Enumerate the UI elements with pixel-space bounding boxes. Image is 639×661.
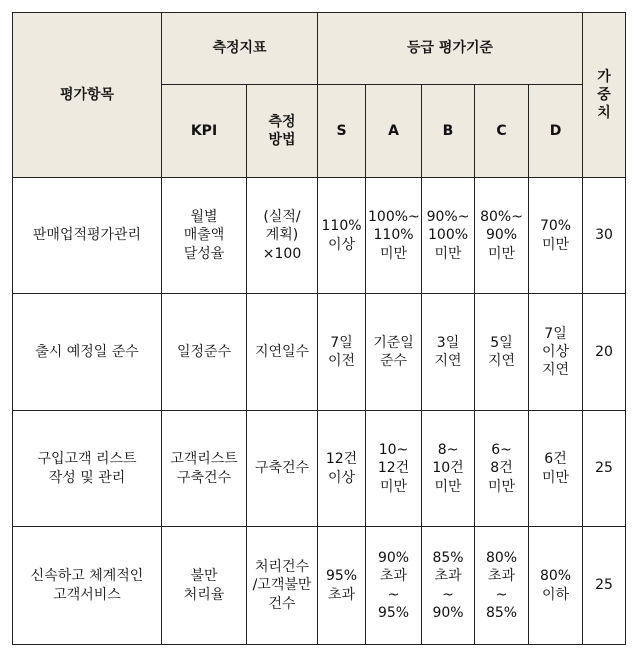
cell-grade-c: 5일 지연	[475, 294, 529, 411]
cell-grade-d: 80% 이하	[529, 527, 583, 645]
cell-grade-s: 95% 초과	[318, 527, 366, 645]
header-grade-s: S	[318, 85, 366, 178]
header-weight: 가 중 치	[583, 13, 626, 178]
cell-grade-b: 85% 초과 ~ 90%	[422, 527, 475, 645]
header-evaluation-item: 평가항목	[13, 13, 162, 178]
cell-grade-c: 80%~ 90% 미만	[475, 178, 529, 294]
table-row	[13, 411, 626, 527]
header-grade-c: C	[475, 85, 529, 178]
cell-grade-a: 100%~ 110% 미만	[366, 178, 422, 294]
cell-kpi: 불만 처리율	[162, 527, 247, 645]
cell-kpi: 월별 매출액 달성율	[162, 178, 247, 294]
cell-item: 신속하고 체계적인 고객서비스	[13, 527, 162, 645]
cell-grade-b: 3일 지연	[422, 294, 475, 411]
cell-grade-a: 기준일 준수	[366, 294, 422, 411]
cell-grade-a: 90% 초과 ~ 95%	[366, 527, 422, 645]
cell-grade-b: 90%~ 100% 미만	[422, 178, 475, 294]
cell-weight: 30	[583, 178, 626, 294]
cell-grade-d: 70% 미만	[529, 178, 583, 294]
cell-grade-a: 10~ 12건 미만	[366, 411, 422, 527]
cell-grade-c: 80% 초과 ~ 85%	[475, 527, 529, 645]
cell-weight: 20	[583, 294, 626, 411]
cell-item: 판매업적평가관리	[13, 178, 162, 294]
cell-grade-c: 6~ 8건 미만	[475, 411, 529, 527]
cell-item: 구입고객 리스트 작성 및 관리	[13, 411, 162, 527]
table-row	[13, 294, 626, 411]
cell-grade-d: 7일 이상 지연	[529, 294, 583, 411]
cell-method: 지연일수	[247, 294, 318, 411]
cell-grade-d: 6건 미만	[529, 411, 583, 527]
cell-method: 처리건수 /고객불만 건수	[247, 527, 318, 645]
header-grade-criteria: 등급 평가기준	[318, 13, 583, 85]
table-row	[13, 527, 626, 645]
cell-method: 구축건수	[247, 411, 318, 527]
cell-weight: 25	[583, 411, 626, 527]
header-kpi: KPI	[162, 85, 247, 178]
header-grade-a: A	[366, 85, 422, 178]
cell-grade-s: 12건 이상	[318, 411, 366, 527]
cell-item: 출시 예정일 준수	[13, 294, 162, 411]
cell-grade-s: 110% 이상	[318, 178, 366, 294]
table-row	[13, 178, 626, 294]
header-grade-d: D	[529, 85, 583, 178]
cell-kpi: 일정준수	[162, 294, 247, 411]
kpi-evaluation-table	[12, 12, 626, 645]
cell-method: (실적/ 계획) ×100	[247, 178, 318, 294]
header-measurement-indicator: 측정지표	[162, 13, 318, 85]
cell-grade-b: 8~ 10건 미만	[422, 411, 475, 527]
cell-kpi: 고객리스트 구축건수	[162, 411, 247, 527]
cell-grade-s: 7일 이전	[318, 294, 366, 411]
header-grade-b: B	[422, 85, 475, 178]
cell-weight: 25	[583, 527, 626, 645]
header-method: 측정 방법	[247, 85, 318, 178]
